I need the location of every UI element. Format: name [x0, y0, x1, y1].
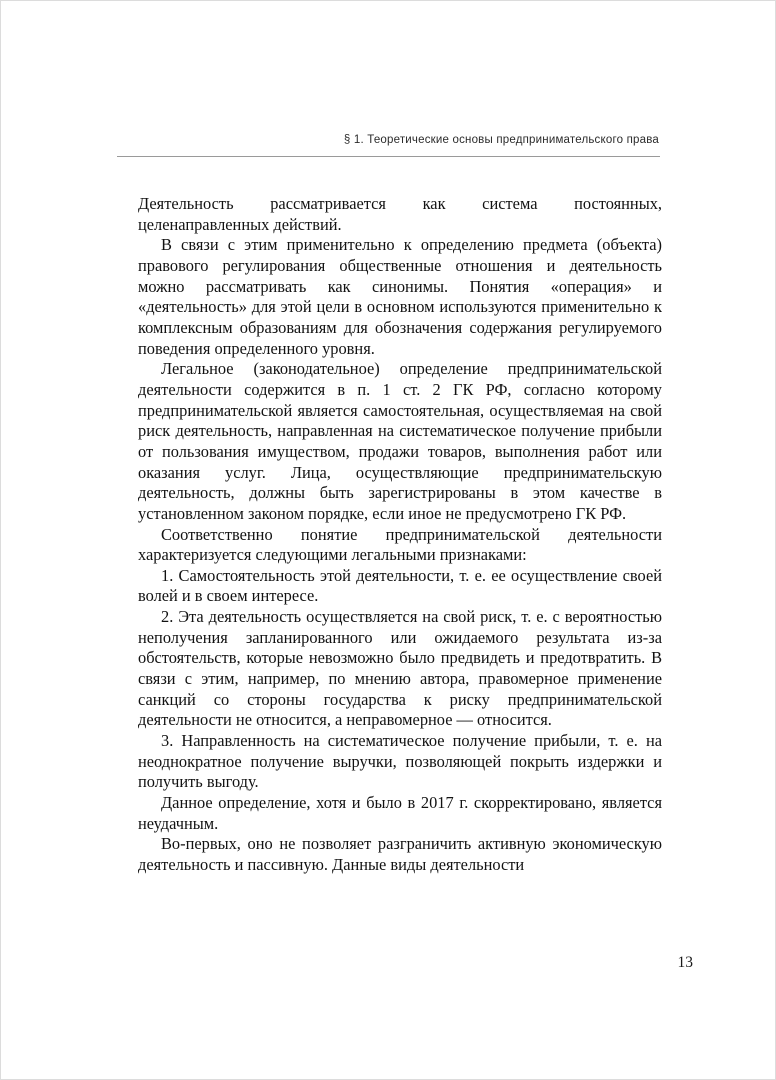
- page-number: 13: [677, 954, 693, 971]
- paragraph: 3. Направленность на систематическое получение прибыли, т. е. на неоднократное получение выручки, позволяющей покрыть издержки и получить выгоду.: [138, 731, 662, 792]
- paragraph: 1. Самостоятельность этой деятельности, т. е. ее осуществление своей волей и в своем интересе.: [138, 565, 662, 606]
- paragraph: Легальное (законодательное) определение предпринимательской деятельности содержится в п. 1 ст. 2 ГК РФ, согласно которому предпринимательской является самостоятельная, осуществляемая на свой риск деятельность, направленная на систематическое получение прибыли от пользования имуществом, продажи товаров, выполнения работ или оказания услуг. Лица, осуществляющие предпринимательскую деятельность, должны быть зарегистрированы в этом качестве в установленном законом порядке, если иное не предусмотрено ГК РФ.: [138, 359, 662, 523]
- paragraph: Деятельность рассматривается как система постоянных, целенаправленных действий.: [138, 194, 662, 234]
- paragraph: Соответственно понятие предпринимательской деятельности характеризуется следующими легальными признаками:: [138, 524, 662, 565]
- paragraph: Данное определение, хотя и было в 2017 г. скорректировано, является неудачным.: [138, 793, 662, 833]
- paragraph: 2. Эта деятельность осуществляется на свой риск, т. е. с вероятностью неполучения запланированного или ожидаемого результата из-за обстоятельств, которые невозможно было предвидеть и предотвратить. В связи с этим, например, по мнению автора, правомерное применение санкций со стороны государства к риску предпринимательской деятельности не относится, а неправомерное — относится.: [138, 607, 662, 730]
- paragraph: В связи с этим применительно к определению предмета (объекта) правового регулирования общественные отношения и деятельность можно рассматривать как синонимы. Понятия «операция» и «деятельность» для этой цели в основном используются применительно к комплексным образованиям для обозначения содержания регулируемого поведения определенного уровня.: [138, 235, 662, 358]
- body-text: [138, 194, 662, 876]
- running-head: § 1. Теоретические основы предпринимательского права: [343, 134, 659, 146]
- header-rule: [117, 156, 660, 157]
- paragraph: Во-первых, оно не позволяет разграничить активную экономическую деятельность и пассивную. Данные виды деятельности: [138, 834, 662, 874]
